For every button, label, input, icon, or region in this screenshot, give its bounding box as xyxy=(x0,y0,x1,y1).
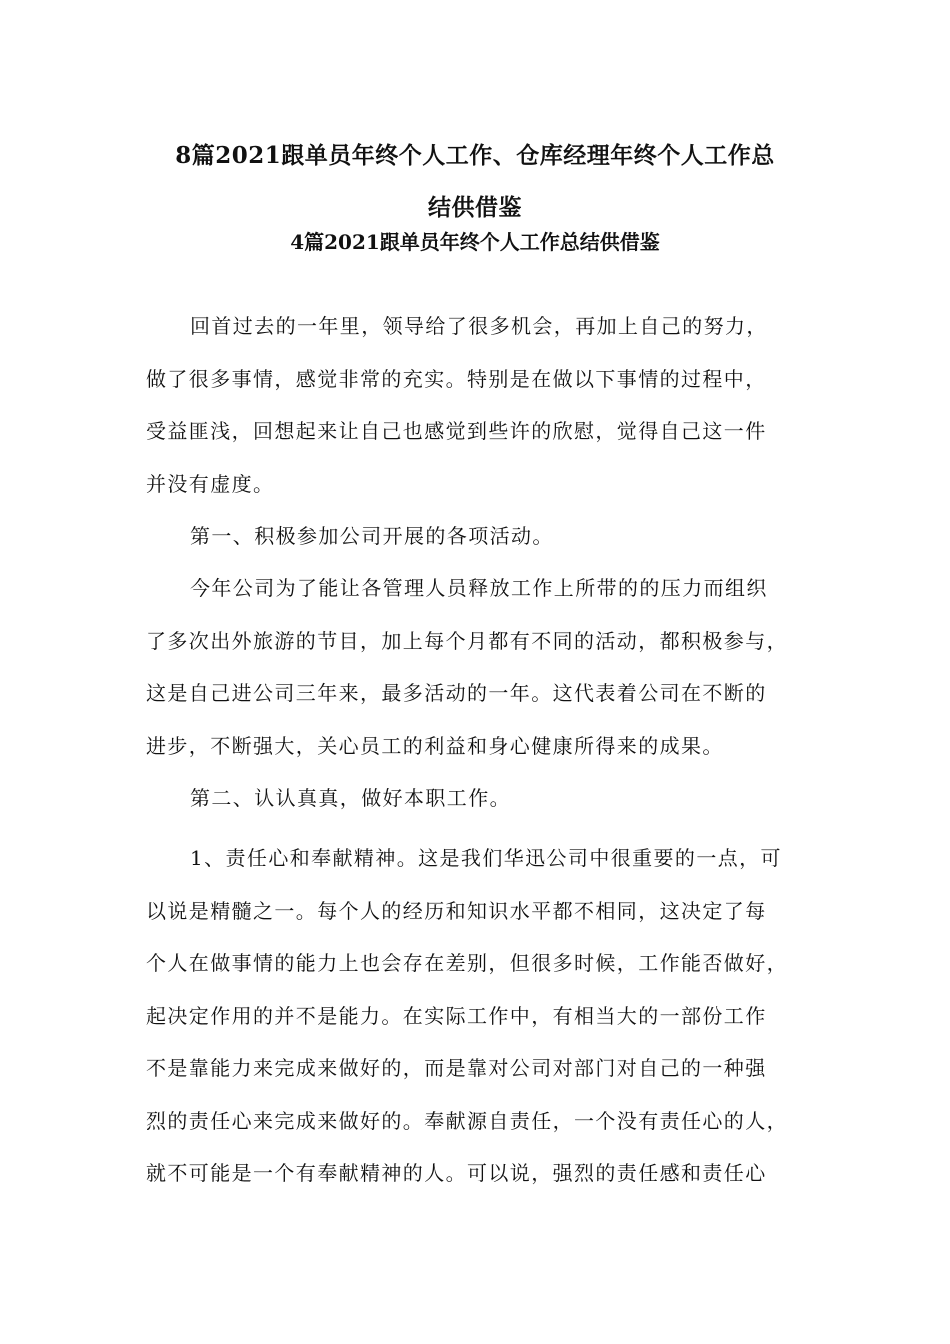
paragraph-line: 第二、认认真真，做好本职工作。 xyxy=(190,786,511,810)
paragraph-line: 以说是精髓之一。每个人的经历和知识水平都不相同，这决定了每 xyxy=(146,898,767,923)
section-subtitle: 4篇2021跟单员年终个人工作总结供借鉴 xyxy=(290,230,660,254)
paragraph-responsibility xyxy=(146,832,806,1200)
paragraph-line: 烈的责任心来完成来做好的。奉献源自责任，一个没有责任心的人， xyxy=(146,1108,788,1133)
paragraph-line: 这是自己进公司三年来，最多活动的一年。这代表着公司在不断的 xyxy=(146,681,767,705)
paragraph-line: 不是靠能力来完成来做好的，而是靠对公司对部门对自己的一种强 xyxy=(146,1056,767,1080)
paragraph-line: 做了很多事情，感觉非常的充实。特别是在做以下事情的过程中， xyxy=(146,366,767,391)
title-line-2: 结供借鉴 xyxy=(428,194,522,221)
paragraph-line: 就不可能是一个有奉献精神的人。可以说，强烈的责任感和责任心 xyxy=(146,1161,767,1185)
paragraph-activities xyxy=(146,562,806,772)
title-line-1: 8篇2021跟单员年终个人工作、仓库经理年终个人工作总 xyxy=(175,142,775,169)
paragraph-heading-first xyxy=(146,510,806,563)
paragraph-line: 今年公司为了能让各管理人员释放工作上所带的的压力而组织 xyxy=(190,576,768,600)
paragraph-heading-second xyxy=(146,772,806,825)
paragraph-line: 了多次出外旅游的节目，加上每个月都有不同的活动，都积极参与， xyxy=(146,628,788,653)
paragraph-intro xyxy=(146,300,806,510)
paragraph-line: 1、责任心和奉献精神。这是我们华迅公司中很重要的一点，可 xyxy=(190,846,782,870)
paragraph-line: 第一、积极参加公司开展的各项活动。 xyxy=(190,524,554,548)
paragraph-line: 受益匪浅，回想起来让自己也感觉到些许的欣慰，觉得自己这一件 xyxy=(146,419,767,443)
document-title xyxy=(130,130,820,234)
paragraph-line: 回首过去的一年里，领导给了很多机会，再加上自己的努力， xyxy=(190,314,768,338)
paragraph-line: 起决定作用的并不是能力。在实际工作中，有相当大的一部份工作 xyxy=(146,1003,767,1028)
paragraph-line: 个人在做事情的能力上也会存在差别，但很多时候，工作能否做好， xyxy=(146,951,788,975)
paragraph-line: 进步，不断强大，关心员工的利益和身心健康所得来的成果。 xyxy=(146,733,724,758)
paragraph-line: 并没有虚度。 xyxy=(146,471,275,496)
